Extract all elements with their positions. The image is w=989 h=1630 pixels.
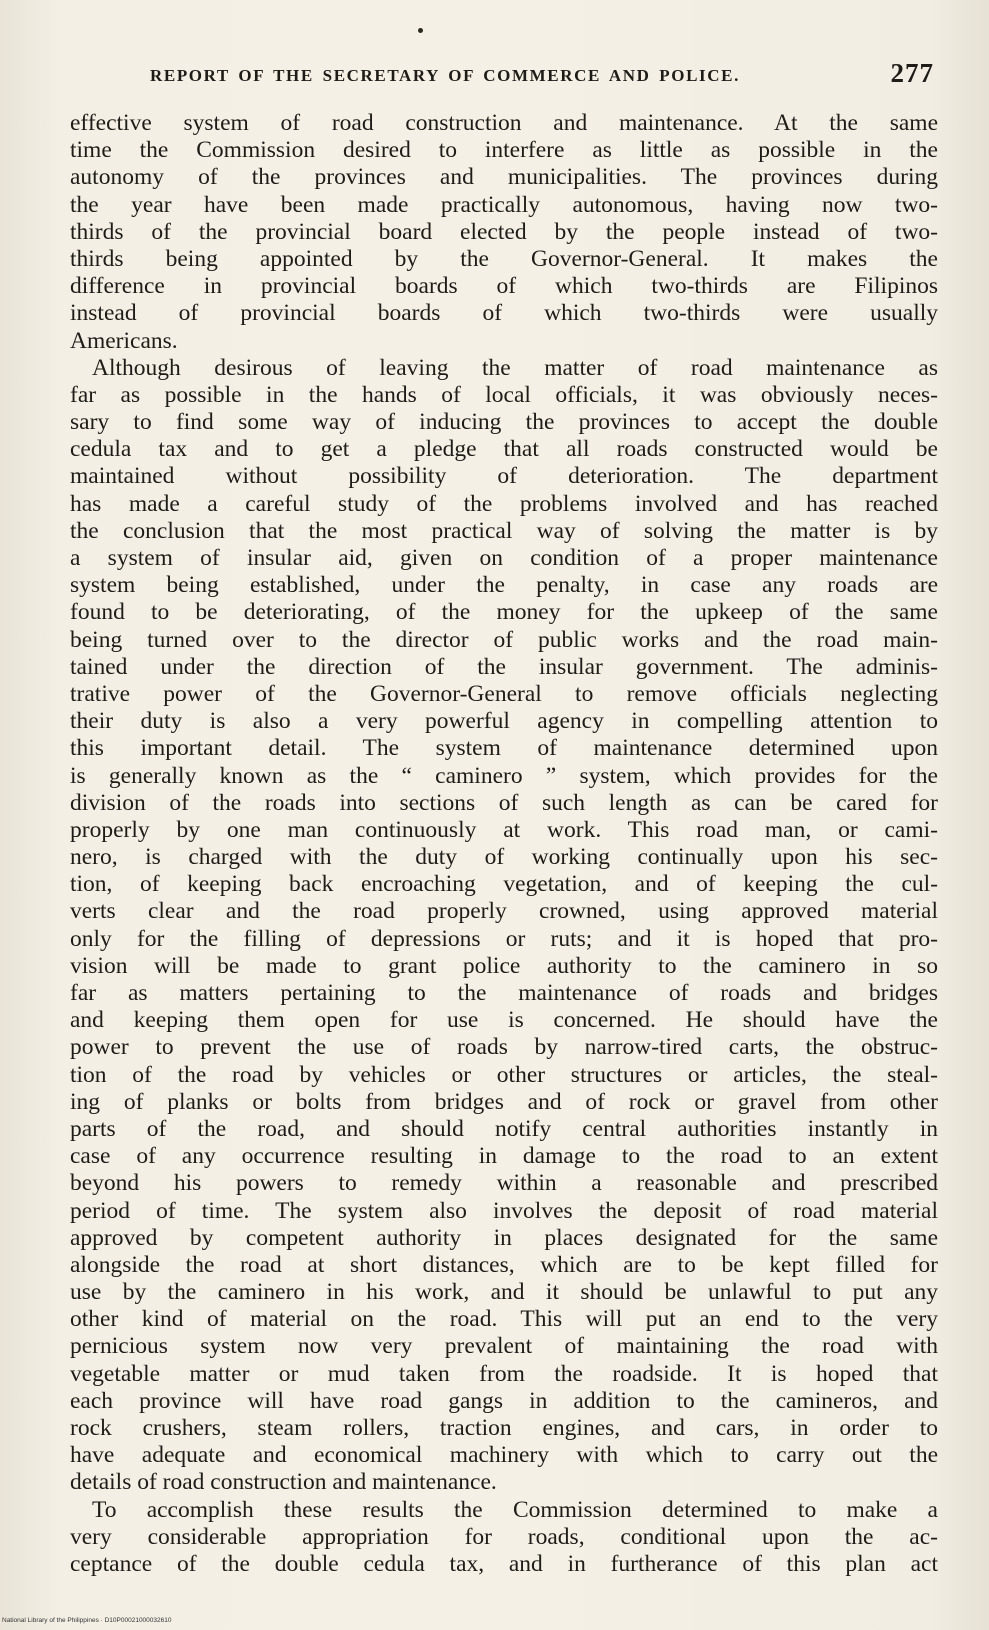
text-line: effective system of road construction and maintenance. At the same <box>70 110 938 136</box>
text-line: period of time. The system also involves the deposit of road material <box>70 1197 938 1224</box>
top-dot-mark <box>418 28 423 33</box>
text-line: verts clear and the road properly crowned, using approved material <box>70 898 938 925</box>
text-line: nero, is charged with the duty of working continually upon his sec- <box>70 844 938 871</box>
text-line: and keeping them open for use is concerned. He should have the <box>70 1007 938 1034</box>
running-header <box>70 58 940 94</box>
text-line: far as possible in the hands of local officials, it was obviously neces- <box>70 381 938 408</box>
text-line: thirds of the provincial board elected by the people instead of two- <box>70 218 938 245</box>
text-line: a system of insular aid, given on condition of a proper maintenance <box>70 545 938 571</box>
text-line: properly by one man continuously at work. This road man, or cami- <box>70 816 938 843</box>
text-line: the conclusion that the most practical way of solving the matter is by <box>70 517 938 544</box>
text-line: each province will have road gangs in addition to the camineros, and <box>70 1387 938 1414</box>
text-line: Although desirous of leaving the matter of road maintenance as <box>92 354 938 381</box>
text-line: difference in provincial boards of which two-thirds are Filipinos <box>70 273 938 300</box>
text-line: Americans. <box>70 327 178 354</box>
text-line: alongside the road at short distances, which are to be kept filled for <box>70 1251 938 1278</box>
text-line: has made a careful study of the problems involved and has reached <box>70 490 938 517</box>
text-line: is generally known as the “ caminero ” system, which provides for the <box>70 762 938 789</box>
text-line: system being established, under the penalty, in case any roads are <box>70 572 938 599</box>
text-line: To accomplish these results the Commission determined to make a <box>92 1496 938 1523</box>
text-line: instead of provincial boards of which two-thirds were usually <box>70 300 938 327</box>
text-line: have adequate and economical machinery with which to carry out the <box>70 1442 938 1469</box>
text-line: case of any occurrence resulting in damage to the road to an extent <box>70 1143 938 1170</box>
text-line: pernicious system now very prevalent of maintaining the road with <box>70 1333 938 1360</box>
text-line: vision will be made to grant police authority to the caminero in so <box>70 952 938 979</box>
text-line: ing of planks or bolts from bridges and of rock or gravel from other <box>70 1088 938 1115</box>
page-number: 277 <box>890 58 934 88</box>
text-line: use by the caminero in his work, and it should be unlawful to put any <box>70 1279 938 1306</box>
text-line: sary to find some way of inducing the provinces to accept the double <box>70 409 938 436</box>
text-line: parts of the road, and should notify central authorities instantly in <box>70 1115 938 1142</box>
running-header-title: REPORT OF THE SECRETARY OF COMMERCE AND POLICE. <box>150 66 740 85</box>
text-line: cedula tax and to get a pledge that all roads constructed would be <box>70 436 938 463</box>
text-line: details of road construction and maintenance. <box>70 1469 497 1496</box>
text-line: power to prevent the use of roads by narrow-tired carts, the obstruc- <box>70 1034 938 1061</box>
text-line: tion of the road by vehicles or other structures or articles, the steal- <box>70 1061 938 1088</box>
text-line: maintained without possibility of deterioration. The department <box>70 463 938 490</box>
text-line: this important detail. The system of maintenance determined upon <box>70 735 938 762</box>
text-line: other kind of material on the road. This will put an end to the very <box>70 1306 938 1333</box>
text-line: tion, of keeping back encroaching vegetation, and of keeping the cul- <box>70 871 938 898</box>
text-line: tained under the direction of the insular government. The adminis- <box>70 653 938 680</box>
text-line: division of the roads into sections of such length as can be cared for <box>70 789 938 816</box>
text-line: ceptance of the double cedula tax, and in furtherance of this plan act <box>70 1550 938 1577</box>
text-line: very considerable appropriation for roads, conditional upon the ac- <box>70 1523 938 1550</box>
text-line: approved by competent authority in places designated for the same <box>70 1224 938 1251</box>
text-line: vegetable matter or mud taken from the roadside. It is hoped that <box>70 1360 938 1387</box>
text-line: rock crushers, steam rollers, traction engines, and cars, in order to <box>70 1415 938 1441</box>
text-line: beyond his powers to remedy within a reasonable and prescribed <box>70 1170 938 1197</box>
text-line: far as matters pertaining to the maintenance of roads and bridges <box>70 980 938 1006</box>
text-line: found to be deteriorating, of the money for the upkeep of the same <box>70 599 938 626</box>
text-line: the year have been made practically autonomous, having now two- <box>70 191 938 218</box>
text-line: trative power of the Governor-General to remove officials neglecting <box>70 680 938 707</box>
text-line: autonomy of the provinces and municipalities. The provinces during <box>70 164 938 191</box>
text-line: thirds being appointed by the Governor-General. It makes the <box>70 245 938 272</box>
text-line: their duty is also a very powerful agency in compelling attention to <box>70 708 938 735</box>
text-line: being turned over to the director of public works and the road main- <box>70 626 938 653</box>
body-text <box>70 110 938 1578</box>
text-line: only for the filling of depressions or ruts; and it is hoped that pro- <box>70 925 938 952</box>
text-line: time the Commission desired to interfere as little as possible in the <box>70 137 938 164</box>
scan-footer-mark: National Library of the Philippines · D10P00021000032610 <box>2 1617 172 1624</box>
